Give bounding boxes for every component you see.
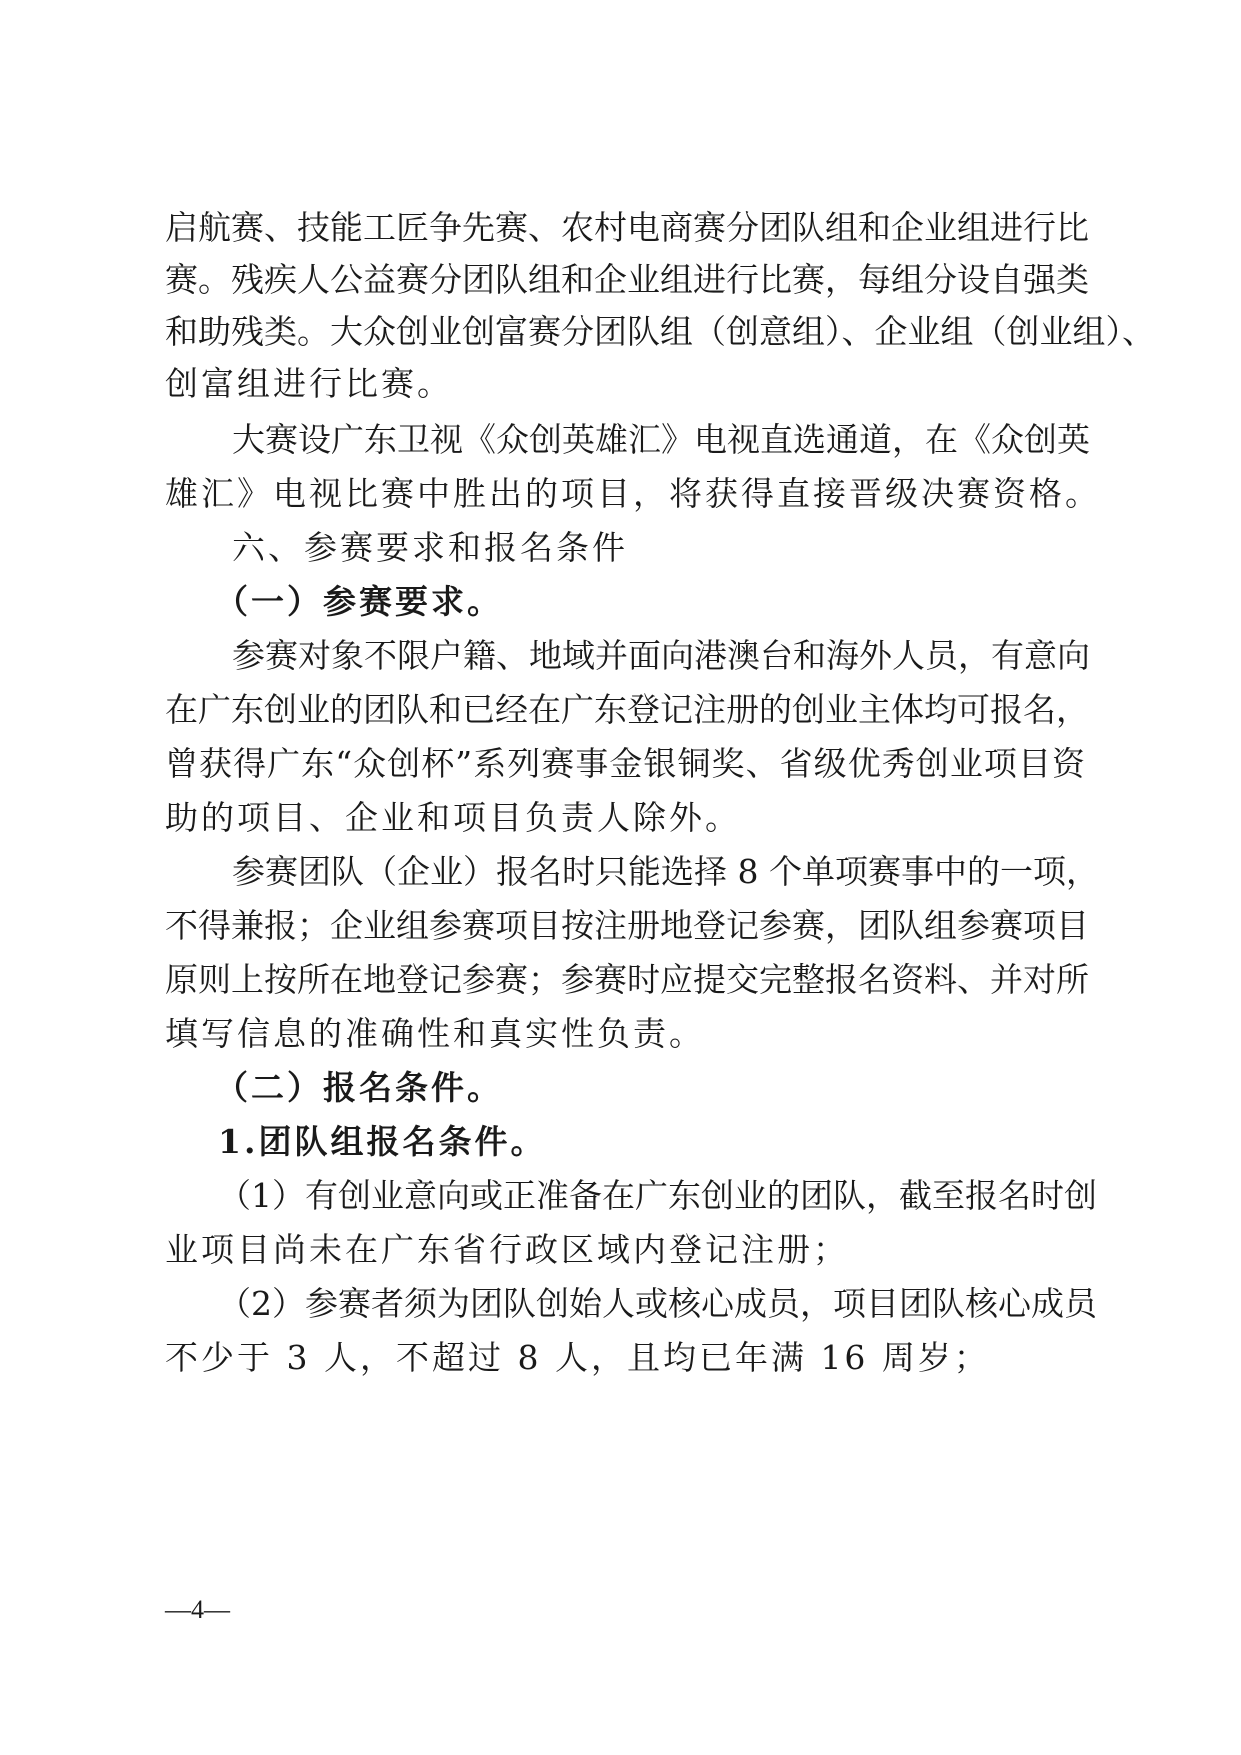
text-line: （2）参赛者须为团队创始人或核心成员，项目团队核心成员 — [218, 1284, 1097, 1323]
subsection-heading: （二）报名条件。 — [215, 1068, 503, 1107]
text-line: 创富组进行比赛。 — [165, 364, 453, 403]
page-number: —4— — [165, 1595, 230, 1624]
text-line: 参赛团队（企业）报名时只能选择 8 个单项赛事中的一项， — [232, 852, 1099, 891]
text-line: 不得兼报；企业组参赛项目按注册地登记参赛，团队组参赛项目 — [165, 906, 1089, 945]
text-line: 和助残类。大众创业创富赛分团队组（创意组）、企业组（创业组）、 — [165, 312, 1155, 351]
text-line: 填写信息的准确性和真实性负责。 — [165, 1014, 705, 1053]
text-line: 不少于 3 人，不超过 8 人，且均已年满 16 周岁； — [165, 1338, 990, 1377]
text-line: 参赛对象不限户籍、地域并面向港澳台和海外人员，有意向 — [232, 636, 1090, 675]
text-line: （1）有创业意向或正准备在广东创业的团队，截至报名时创 — [218, 1176, 1097, 1215]
text-line: 大赛设广东卫视《众创英雄汇》电视直选通道，在《众创英 — [232, 420, 1090, 459]
item-heading: 1.团队组报名条件。 — [218, 1122, 547, 1161]
section-heading: 六、参赛要求和报名条件 — [232, 528, 628, 567]
subsection-heading: （一）参赛要求。 — [215, 582, 503, 621]
text-line: 在广东创业的团队和已经在广东登记注册的创业主体均可报名， — [165, 690, 1089, 729]
text-line: 原则上按所在地登记参赛；参赛时应提交完整报名资料、并对所 — [165, 960, 1089, 999]
text-line: 助的项目、企业和项目负责人除外。 — [165, 798, 741, 837]
text-line: 业项目尚未在广东省行政区域内登记注册； — [165, 1230, 849, 1269]
text-line: 启航赛、技能工匠争先赛、农村电商赛分团队组和企业组进行比 — [165, 208, 1089, 247]
text-line: 雄汇》电视比赛中胜出的项目，将获得直接晋级决赛资格。 — [165, 474, 1101, 513]
text-line: 曾获得广东“众创杯”系列赛事金银铜奖、省级优秀创业项目资 — [165, 744, 1085, 783]
text-line: 赛。残疾人公益赛分团队组和企业组进行比赛，每组分设自强类 — [165, 260, 1089, 299]
